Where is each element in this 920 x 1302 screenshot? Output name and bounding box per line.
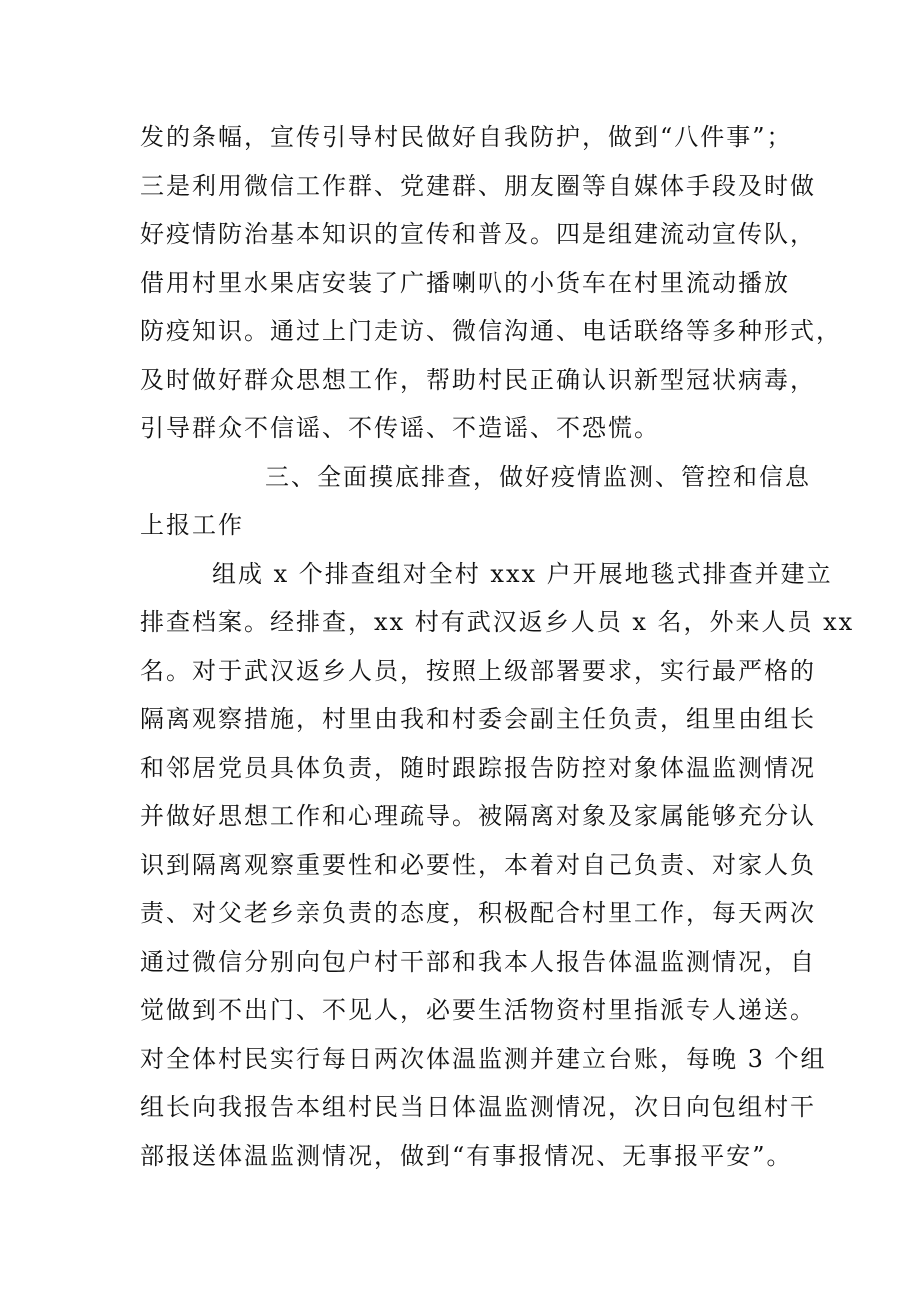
text-line: 并做好思想工作和心理疏导。被隔离对象及家属能够充分认 — [140, 802, 816, 830]
text-line: 防疫知识。通过上门走访、微信沟通、电话联络等多种形式， — [140, 317, 842, 345]
text-line: 发的条幅，宣传引导村民做好自我防护，做到“八件事”； — [140, 123, 793, 151]
section-heading-line: 三、全面摸底排查，做好疫情监测、管控和信息 — [265, 462, 811, 491]
text-line: 和邻居党员具体负责，随时跟踪报告防控对象体温监测情况 — [140, 753, 816, 782]
text-line: 名。对于武汉返乡人员，按照上级部署要求，实行最严格的 — [140, 656, 816, 685]
text-line: 对全体村民实行每日两次体温监测并建立台账，每晚 3 个组 — [140, 1044, 827, 1073]
text-line: 好疫情防治基本知识的宣传和普及。四是组建流动宣传队， — [140, 220, 816, 248]
text-line: 组成 x 个排查组对全村 xxx 户开展地毯式排查并建立 — [212, 559, 833, 588]
text-line: 借用村里水果店安装了广播喇叭的小货车在村里流动播放 — [140, 268, 790, 297]
text-line: 隔离观察措施，村里由我和村委会副主任负责，组里由组长 — [140, 705, 816, 733]
text-line: 排查档案。经排查，xx 村有武汉返乡人员 x 名，外来人员 xx — [140, 608, 855, 636]
text-line: 识到隔离观察重要性和必要性，本着对自己负责、对家人负 — [140, 850, 816, 879]
text-line: 部报送体温监测情况，做到“有事报情况、无事报平安”。 — [140, 1141, 793, 1170]
text-line: 三是利用微信工作群、党建群、朋友圈等自媒体手段及时做 — [140, 171, 816, 200]
document-body — [140, 113, 855, 1180]
text-line: 责、对父老乡亲负责的态度，积极配合村里工作，每天两次 — [140, 899, 816, 927]
text-line: 组长向我报告本组村民当日体温监测情况，次日向包组村干 — [140, 1093, 816, 1121]
text-line: 通过微信分别向包户村干部和我本人报告体温监测情况，自 — [140, 947, 816, 976]
text-line: 引导群众不信谣、不传谣、不造谣、不恐慌。 — [140, 414, 660, 442]
text-line: 觉做到不出门、不见人，必要生活物资村里指派专人递送。 — [140, 996, 816, 1024]
section-heading-line: 上报工作 — [140, 511, 244, 539]
text-line: 及时做好群众思想工作，帮助村民正确认识新型冠状病毒， — [140, 365, 816, 394]
